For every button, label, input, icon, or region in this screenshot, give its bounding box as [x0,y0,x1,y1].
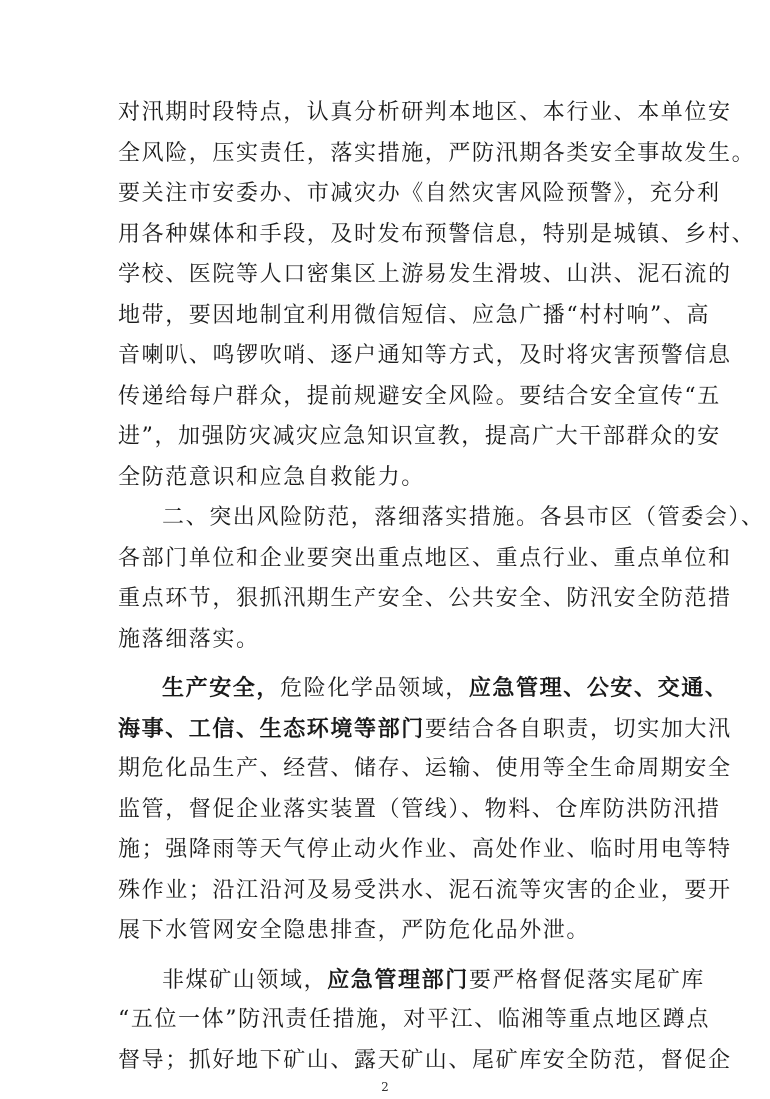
text-line: 学校、医院等人口密集区上游易发生滑坡、山洪、泥石流的 [118,262,732,287]
text-line: 地带，要因地制宜利用微信短信、应急广播“村村响”、高 [118,303,711,328]
normal-run: 非煤矿山领域， [162,968,328,993]
bold-run: 应急管理、公安、交通、 [468,675,729,701]
text-line: 各部门单位和企业要突出重点地区、重点行业、重点单位和 [118,546,732,571]
text-line: 督导；抓好地下矿山、露天矿山、尾矿库安全防范，督促企 [118,1048,732,1073]
text-line: 施落细落实。 [118,627,260,652]
paragraph-start-line [162,672,729,704]
text-line: 进”，加强防灾减灾应急知识宣教，提高广大干部群众的安 [118,424,721,449]
text-line: “五位一体”防汛责任措施，对平江、临湘等重点地区蹲点 [118,1007,711,1032]
text-line: 对汛期时段特点，认真分析研判本地区、本行业、本单位安 [118,100,732,125]
text-line: 期危化品生产、经营、储存、运输、使用等全生命周期安全 [118,756,732,781]
text-line: 重点环节，狠抓汛期生产安全、公共安全、防汛安全防范措 [118,586,732,611]
bold-run: 生产安全， [162,675,281,701]
text-line: 传递给每户群众，提前规避安全风险。要结合安全宣传“五 [118,384,721,409]
section-heading-line: 二、突出风险防范，落细落实措施。各县市区（管委会）、 [162,505,765,530]
text-line: 用各种媒体和手段，及时发布预警信息，特别是城镇、乡村、 [118,222,756,247]
normal-run: 要严格督促落实尾矿库 [468,968,705,993]
text-line: 殊作业；沿江沿河及易受洪水、泥石流等灾害的企业，要开 [118,878,732,903]
bold-run: 应急管理部门 [327,967,469,993]
text-line: 监管，督促企业落实装置（管线）、物料、仓库防洪防汛措 [118,797,721,822]
text-line: 施；强降雨等天气停止动火作业、高处作业、临时用电等特 [118,837,732,862]
text-line: 要关注市安委办、市减灾办《自然灾害风险预警》，充分利 [118,181,721,206]
normal-run: 危险化学品领域， [280,676,469,701]
bold-run: 海事、工信、生态环境等部门 [118,716,425,742]
page-number: 2 [381,1080,389,1094]
text-line: 全风险，压实责任，落实措施，严防汛期各类安全事故发生。 [118,141,756,166]
text-line: 展下水管网安全隐患排查，严防危化品外泄。 [118,918,591,943]
text-line: 音喇叭、鸣锣吹哨、逐户通知等方式，及时将灾害预警信息 [118,343,732,368]
text-line: 全防范意识和应急自救能力。 [118,465,425,490]
normal-run: 要结合各自职责，切实加大汛 [424,717,732,742]
text-line [118,713,732,745]
paragraph-start-line [162,964,705,996]
